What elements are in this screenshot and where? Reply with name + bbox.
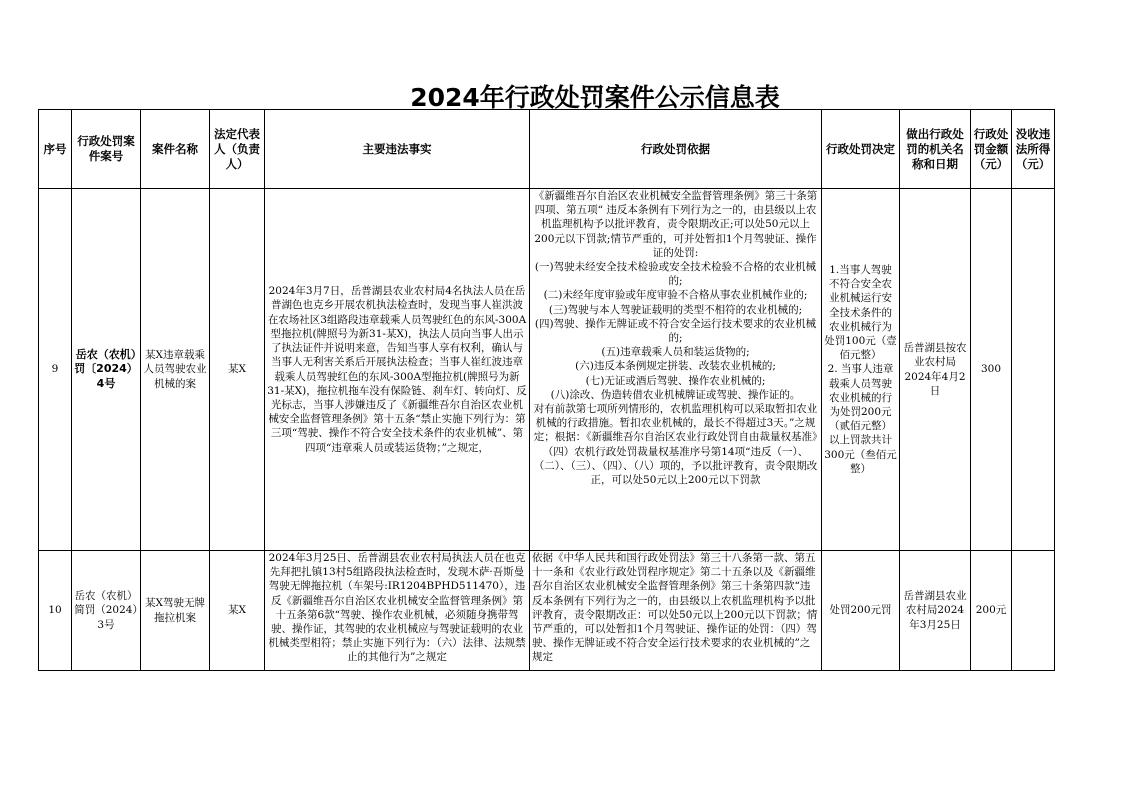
header-case-name: 案件名称 [141, 110, 210, 189]
header-seq: 序号 [39, 110, 72, 189]
basis-paragraph: (七)无证或酒后驾驶、操作农业机械的; [585, 374, 766, 387]
cell-legal-rep: 某X [210, 189, 265, 551]
cell-case-no: 岳农（农机）罚〔2024）4号 [72, 189, 141, 551]
basis-paragraph: (五)违章载乘人员和装运货物的; [601, 346, 750, 359]
cell-basis [530, 551, 822, 671]
facts-text: 2024年3月7日，岳普湖县农业农村局4名执法人员在岳普湖色也克乡开展农机执法检查时，发现当事人崔洪波在农场社区3组路段违章载乘人员驾驶红色的东风-300A型拖拉机(牌照号为新31-某X)，执法人员向当事人出示了执法证件并说明来意，告知当事人享有权利，确认与当事人无利害关系后开展执法检查；当事人崔红波违章载乘人员驾驶红色的东风-300A型拖拉机(牌照号为新31-某X)，拖拉机拖车没有保险链、刹车灯、转向灯、反光标志，当事人涉嫌违反了《新疆维吾尔自治区农业机械安全监督管理条例》第十五条“禁止实施下列行为：第三项“驾驶、操作不符合安全技术条件的农业机械”、第四项“违章乘人员或装运货物；”之规定， [267, 285, 527, 454]
basis-paragraph: 对有前款第七项所列情形的，农机监理机构可以采取暂扣农业机械的行政措施。暂扣农业机械的，最长不得超过3天。”之规定；根据：《新疆维吾尔自治区农业行政处罚自由裁量权基准》（四）农机行政处罚裁量权基准序号第14项“违反（一）、（二）、（三）、（四）、（八）项的，予以批评教育，责令限期改正，可以处50元以上200元以下罚款 [533, 403, 818, 487]
cell-case-name: 某X驾驶无牌拖拉机案 [141, 551, 210, 671]
basis-paragraph: (一)驾驶未经安全技术检验或安全技术检验不合格的农业机械的; [534, 261, 817, 288]
cell-facts [265, 189, 530, 551]
basis-paragraph: (二)未经年度审验或年度审验不合格从事农业机械作业的; [543, 289, 808, 302]
cell-amount: 300 [971, 189, 1012, 551]
header-basis: 行政处罚依据 [530, 110, 822, 189]
cell-confiscated [1012, 551, 1055, 671]
table-row [39, 189, 1055, 551]
basis-paragraph: 依据《中华人民共和国行政处罚法》第三十八条第一款、第五十一条和《农业行政处罚程序规定》第二十五条以及《新疆维吾尔自治区农业机械安全监督管理条例》第三十条第四款“违反本条例有下列行为之一的，由县级以上农机监理机构予以批评教育，责令限期改正：可以处50元以上200元以下罚款；情节严重的，可以处暂扣1个月驾驶证、操作证的处罚：（四）驾驶、操作无牌证或不符合安全运行技术要求的农业机械的”之规定 [532, 552, 818, 664]
header-amount: 行政处罚金额（元） [971, 110, 1012, 189]
penalty-table [38, 109, 1055, 671]
decision-paragraph: 以上罚款共计300元（叁佰元整） [824, 434, 897, 475]
facts-text: 2024年3月25日、岳普湖县农业农村局执法人员在也克先拜把扎镇13村5组路段执法检查时，发现木萨·吾斯曼驾驶无牌拖拉机（车架号:IR1204BPHD511470），违反《新疆维吾尔自治区农业机械安全监督管理条例》第十五条第6款“驾驶、操作农业机械，必须随身携带驾驶、操作证，其驾驶的农业机械应与驾驶证载明的农业机械类型相符；禁止实施下列行为：（六）法律、法规禁止的其他行为”之规定 [268, 552, 526, 664]
basis-paragraph: (六)违反本条例规定拼装、改装农业机械的; [575, 360, 776, 373]
header-case-no: 行政处罚案件案号 [72, 110, 141, 189]
header-authority: 做出行政处罚的机关名称和日期 [900, 110, 971, 189]
cell-decision [822, 189, 900, 551]
cell-seq: 10 [39, 551, 72, 671]
header-legal-rep: 法定代表人（负责人） [210, 110, 265, 189]
cell-authority: 岳普湖县农业农村局2024年3月25日 [900, 551, 971, 671]
decision-text [824, 603, 897, 617]
cell-confiscated [1012, 189, 1055, 551]
header-confiscated: 没收违法所得（元） [1012, 110, 1055, 189]
cell-seq: 9 [39, 189, 72, 551]
decision-paragraph: 2. 当事人违章载乘人员驾驶农业机械的行为处罚200元（贰佰元整） [827, 363, 894, 433]
decision-paragraph: 1.当事人驾驶不符合安全农业机械运行安全技术条件的农业机械行为处罚100元（壹佰元整） [824, 263, 897, 362]
cell-authority: 岳普湖县按农业农村局2024年4月2日 [900, 189, 971, 551]
basis-text [532, 551, 819, 669]
header-row [39, 110, 1055, 189]
basis-paragraph: (四)驾驶、操作无牌证或不符合安全运行技术要求的农业机械的; [534, 317, 817, 345]
cell-case-name: 某X违章载乘人员驾驶农业机械的案 [141, 189, 210, 551]
basis-text [532, 189, 819, 549]
cell-facts [265, 551, 530, 671]
basis-paragraph: (三)驾驶与本人驾驶证载明的类型不相符的农业机械的; [548, 303, 803, 316]
cell-amount: 200元 [971, 551, 1012, 671]
header-facts: 主要违法事实 [265, 110, 530, 189]
cell-legal-rep: 某X [210, 551, 265, 671]
basis-paragraph: 《新疆维吾尔自治区农业机械安全监督管理条例》第三十条第四项、第五项“ 违反本条例有下列行为之一的，由县级以上农机监理机构予以批评教育，责令限期改正;可以处50元以上200元以下罚款;情节严重的，可并处暂扣1个月驾驶证、操作证的处罚: [533, 190, 818, 259]
basis-paragraph: (八)涂改、伪造转借农业机械牌证或驾驶、操作证的。 [550, 388, 801, 401]
header-decision: 行政处罚决定 [822, 110, 900, 189]
decision-text [824, 263, 897, 476]
cell-basis [530, 189, 822, 551]
table-row [39, 551, 1055, 671]
cell-decision [822, 551, 900, 671]
decision-paragraph: 处罚200元罚 [829, 604, 892, 617]
cell-case-no: 岳农（农机）简罚（2024）3号 [72, 551, 141, 671]
page-title: 2024年行政处罚案件公示信息表 [410, 83, 780, 112]
